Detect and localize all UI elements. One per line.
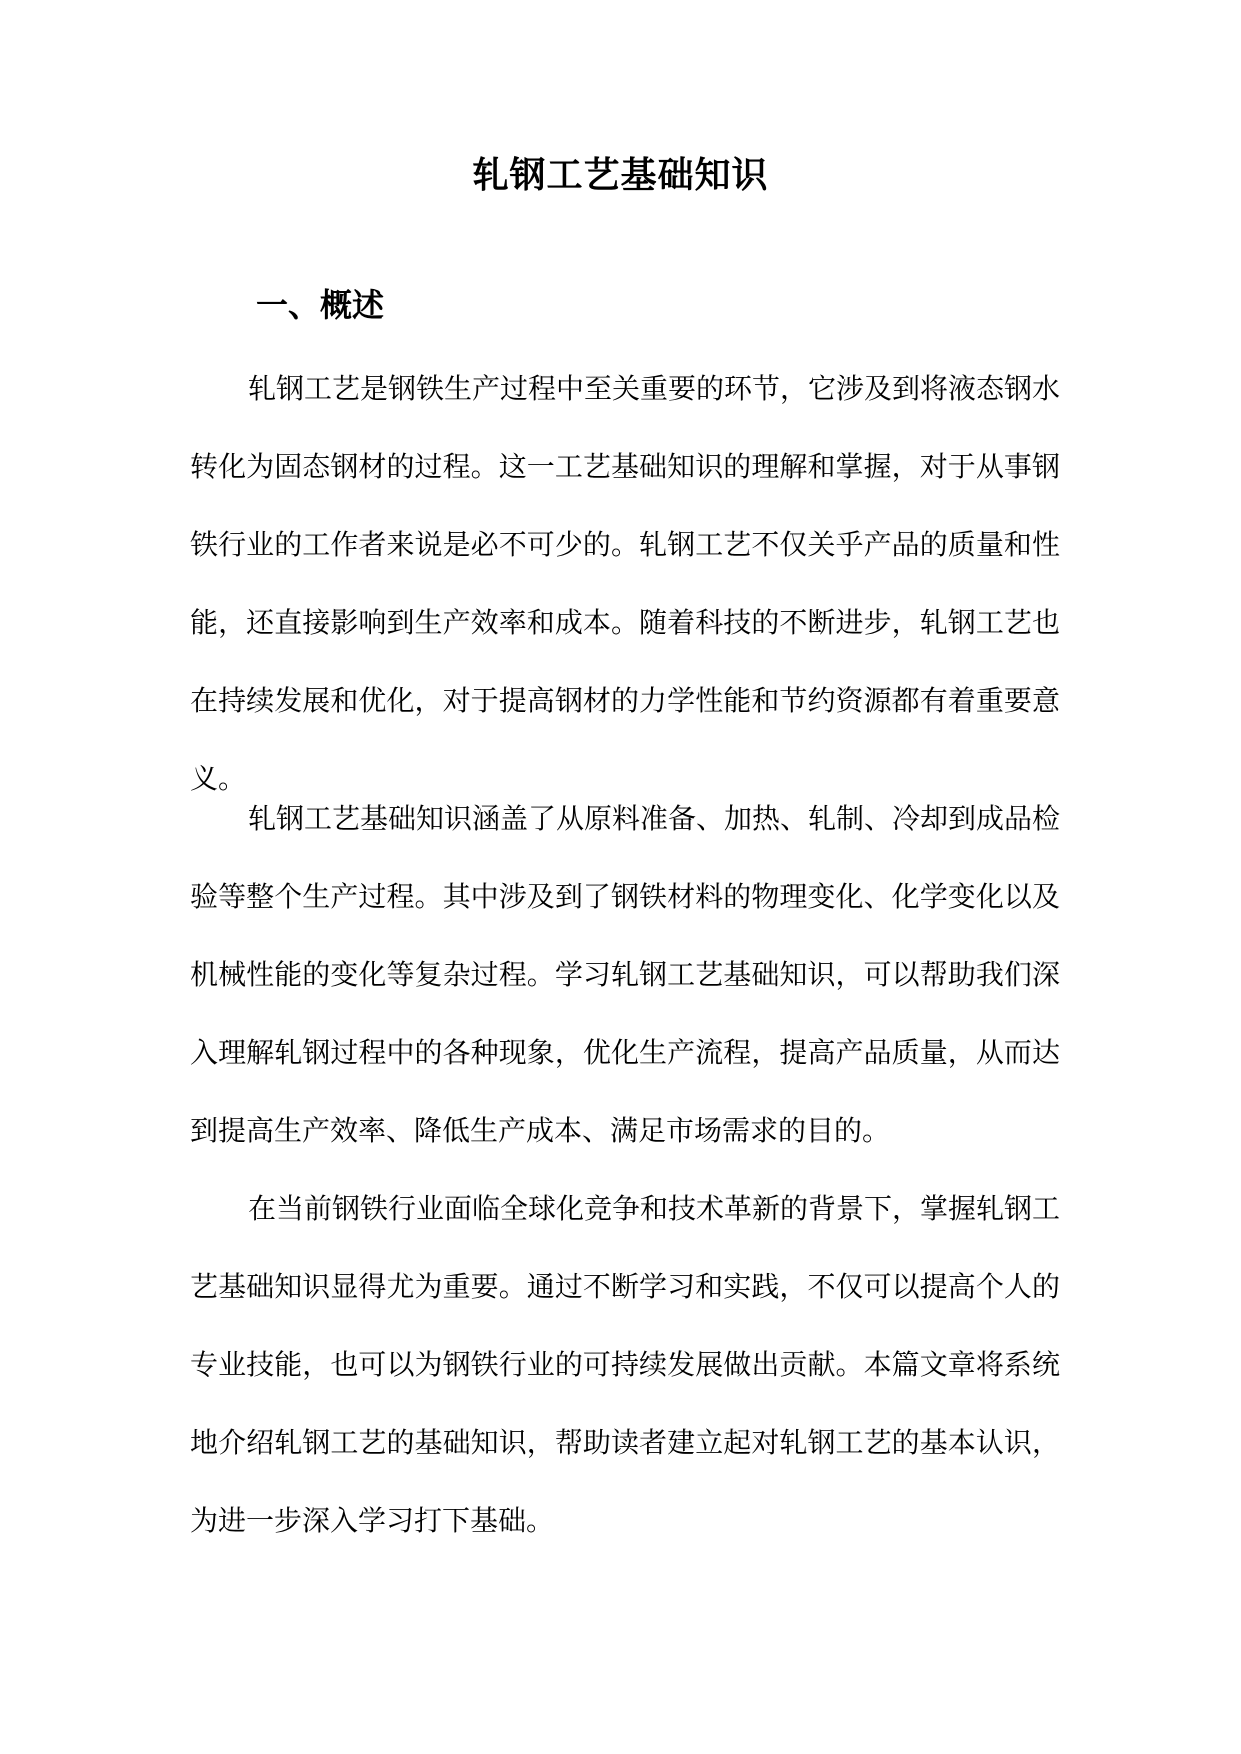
paragraph-2: 轧钢工艺基础知识涵盖了从原料准备、加热、轧制、冷却到成品检验等整个生产过程。其中涉及到了钢铁材料的物理变化、化学变化以及机械性能的变化等复杂过程。学习轧钢工艺基础知识，可以帮助我们深入理解轧钢过程中的各种现象，优化生产流程，提高产品质量，从而达到提高生产效率、降低生产成本、满足市场需求的目的。 bbox=[190, 802, 1061, 1147]
document-title: 轧钢工艺基础知识 bbox=[472, 154, 769, 196]
paragraph-1: 轧钢工艺是钢铁生产过程中至关重要的环节，它涉及到将液态钢水转化为固态钢材的过程。这一工艺基础知识的理解和掌握，对于从事钢铁行业的工作者来说是必不可少的。轧钢工艺不仅关乎产品的质量和性能，还直接影响到生产效率和成本。随着科技的不断进步，轧钢工艺也在持续发展和优化，对于提高钢材的力学性能和节约资源都有着重要意义。 bbox=[190, 372, 1061, 795]
section-heading: 一、概述 bbox=[256, 286, 385, 324]
paragraph-3: 在当前钢铁行业面临全球化竞争和技术革新的背景下，掌握轧钢工艺基础知识显得尤为重要。通过不断学习和实践，不仅可以提高个人的专业技能，也可以为钢铁行业的可持续发展做出贡献。本篇文章将系统地介绍轧钢工艺的基础知识，帮助读者建立起对轧钢工艺的基本认识，为进一步深入学习打下基础。 bbox=[190, 1192, 1061, 1537]
